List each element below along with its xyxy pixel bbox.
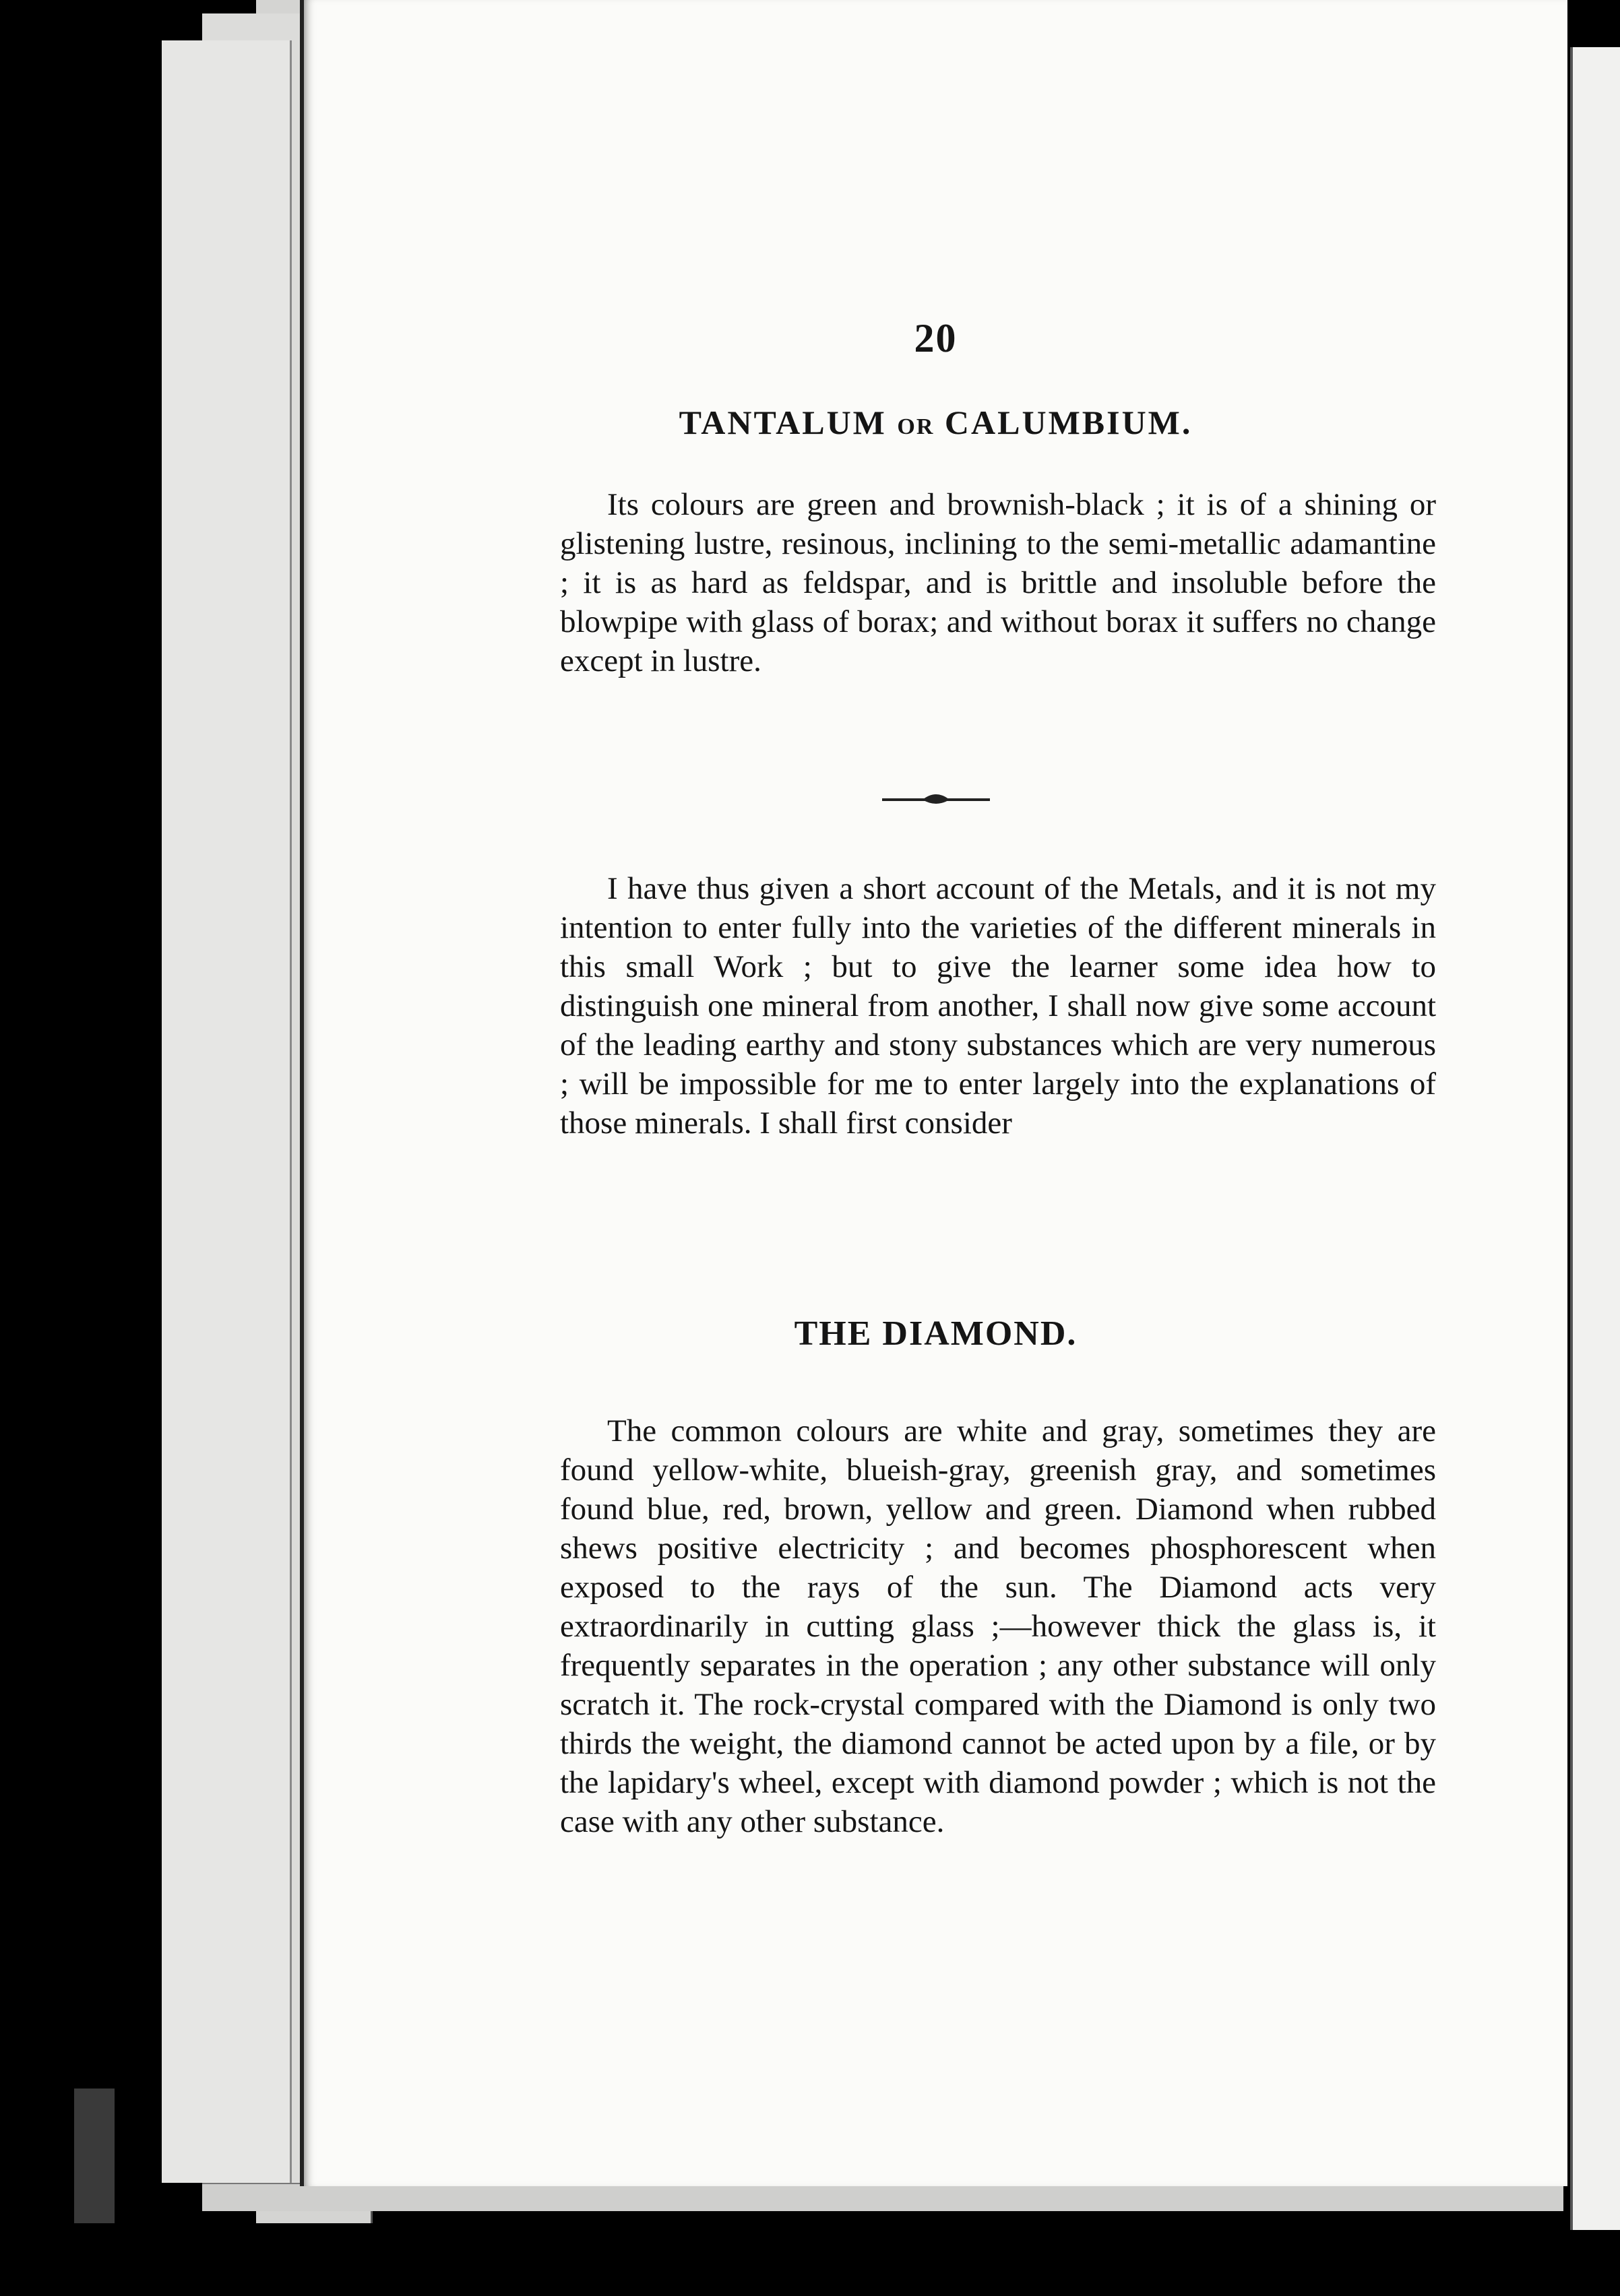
section-heading-diamond: THE DIAMOND. — [794, 1314, 1078, 1353]
ornament-rule-icon — [304, 785, 1567, 819]
section-heading-tantalum — [304, 403, 1567, 442]
page-content — [304, 0, 1567, 2186]
heading-rest: CALUMBIUM. — [944, 404, 1193, 441]
heading-or: OR — [897, 414, 935, 439]
binding-shadow — [74, 2088, 115, 2223]
paragraph-diamond: The common colours are white and gray, sometimes they are found yellow-white, blueish-gray, greenish gray, and sometimes found blue, red, brown, yellow and green. Diamond when rubbed shews positive electricity ; and becomes phosphorescent when exposed to the rays of the sun. The Diamond acts very extraordinarily in cutting glass ;—however thick the glass is, it frequently separates in the operation ; any other substance will only scratch it. The rock-crystal compared with the Diamond is only two thirds the weight, the diamond cannot be acted upon by a file, or by the lapidary's wheel, except with diamond powder ; which is not the case with any other substance. — [560, 1413, 1436, 1839]
heading-main: TANTALUM — [679, 404, 887, 441]
paragraph-tantalum: Its colours are green and brownish-black ; it is of a shining or glistening lustre, resinous, inclining to the semi-metallic adamantine ; it is as hard as feldspar, and is brittle and insoluble before the blowpipe with glass of borax; and without borax it suffers no change except in lustre. — [560, 487, 1436, 678]
facing-page-edge — [1570, 47, 1620, 2230]
page-number: 20 — [914, 316, 958, 360]
paragraph-transition: I have thus given a short account of the Metals, and it is not my intention to enter fully into the varieties of the different minerals in this small Work ; but to give the learner some idea how to distinguish one mineral from another, I shall now give some account of the leading earthy and stony substances which are very numerous ; will be impossible for me to enter largely into the explanations of those minerals. I shall first consider — [560, 871, 1436, 1141]
book-page — [300, 0, 1567, 2186]
underlying-page — [162, 40, 292, 2183]
page-stack-edge — [202, 2183, 1563, 2211]
